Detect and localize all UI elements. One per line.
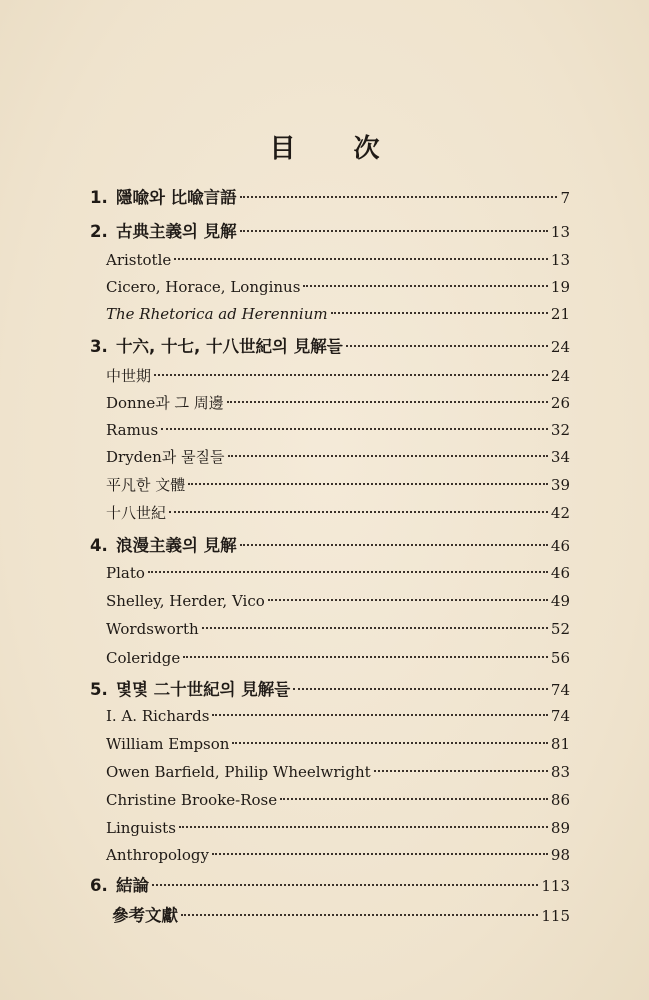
dot-leader [346, 329, 548, 348]
dot-leader [227, 386, 548, 403]
dot-leader [161, 413, 548, 430]
dot-leader [183, 641, 548, 658]
dot-leader [303, 270, 548, 287]
chapter-number: 5. [90, 680, 108, 699]
page-number: 56 [550, 649, 570, 667]
entry-title: Linguists [106, 819, 176, 837]
dot-leader [154, 359, 548, 376]
dot-leader [212, 838, 548, 855]
entry-title: Shelley, Herder, Vico [106, 592, 265, 610]
page-number: 74 [550, 681, 570, 699]
chapter-title: 結論 [116, 876, 149, 895]
dot-leader [280, 783, 548, 800]
dot-leader [331, 297, 548, 314]
entry-title: Wordsworth [106, 620, 199, 638]
page-title: 目次 [269, 134, 438, 164]
toc-chapter-2 [90, 218, 570, 246]
toc-chapter-6 [90, 872, 570, 900]
dot-leader [181, 898, 538, 917]
dot-leader [240, 528, 548, 547]
entry-title: Cicero, Horace, Longinus [106, 278, 301, 296]
page-number: 46 [550, 537, 570, 555]
page-number: 39 [550, 476, 570, 494]
entry-title: Donne과 그 周邊 [106, 394, 224, 412]
chapter-number: 3. [90, 337, 108, 356]
entry-title: 中世期 [106, 367, 152, 385]
chapter-title: 古典主義의 見解 [116, 222, 237, 241]
chapter-number: 6. [90, 876, 108, 895]
dot-leader [169, 496, 548, 513]
dot-leader [212, 699, 548, 716]
dot-leader [228, 440, 548, 457]
page-number: 13 [550, 251, 570, 269]
page-number: 89 [550, 819, 570, 837]
entry-title: Owen Barfield, Philip Wheelwright [106, 763, 371, 781]
toc-entry-18th-century [106, 501, 570, 529]
page-number: 24 [550, 338, 570, 356]
page-number: 24 [550, 367, 570, 385]
page-number: 32 [550, 421, 570, 439]
page-number: 46 [550, 564, 570, 582]
dot-leader [374, 755, 548, 772]
chapter-number: 1. [90, 188, 108, 207]
entry-title: Aristotle [106, 251, 172, 269]
chapter-title: 十六, 十七, 十八世紀의 見解들 [116, 337, 343, 356]
entry-title: Dryden과 물질들 [106, 448, 225, 466]
dot-leader [148, 556, 548, 573]
page-number: 7 [560, 189, 570, 207]
dot-leader [174, 243, 548, 260]
dot-leader [152, 868, 538, 887]
dot-leader [232, 727, 547, 744]
entry-title: Ramus [106, 421, 159, 439]
chapter-title: 隱喩와 比喩言語 [116, 188, 237, 207]
toc-chapter-1 [90, 184, 570, 212]
page-number: 21 [550, 305, 570, 323]
page-number: 115 [541, 907, 570, 925]
entry-title: 平凡한 文體 [106, 476, 186, 494]
toc-entry-rhetorica [106, 302, 570, 330]
page-number: 49 [550, 592, 570, 610]
dot-leader [293, 672, 548, 691]
dot-leader [240, 214, 548, 233]
entry-title: William Empson [106, 735, 230, 753]
chapter-number: 2. [90, 222, 108, 241]
entry-title: Plato [106, 564, 145, 582]
chapter-title: 몇몇 二十世紀의 見解들 [116, 680, 291, 699]
toc-chapter-3 [90, 333, 570, 361]
entry-title: The Rhetorica ad Herennium [106, 305, 328, 323]
entry-title: Anthropology [106, 846, 209, 864]
entry-title: 十八世紀 [106, 504, 167, 522]
page-number: 34 [550, 448, 570, 466]
dot-leader [202, 612, 548, 629]
page-number: 86 [550, 791, 570, 809]
page-number: 74 [550, 707, 570, 725]
toc-bibliography [112, 902, 570, 930]
entry-title: I. A. Richards [106, 707, 210, 725]
dot-leader [179, 811, 548, 828]
dot-leader [188, 468, 548, 485]
chapter-number: 4. [90, 536, 108, 555]
entry-title: Christine Brooke-Rose [106, 791, 278, 809]
page-number: 83 [550, 763, 570, 781]
toc-entry-coleridge [106, 646, 570, 674]
page-number: 19 [550, 278, 570, 296]
page-number: 52 [550, 620, 570, 638]
chapter-title: 浪漫主義의 見解 [116, 536, 237, 555]
page-number: 42 [550, 504, 570, 522]
dot-leader [240, 180, 558, 199]
page-number: 26 [550, 394, 570, 412]
entry-title: 參考文獻 [112, 906, 178, 925]
page-number: 13 [550, 223, 570, 241]
page-number: 81 [550, 735, 570, 753]
dot-leader [268, 584, 548, 601]
entry-title: Coleridge [106, 649, 181, 667]
page-number: 98 [550, 846, 570, 864]
page-number: 113 [541, 877, 570, 895]
